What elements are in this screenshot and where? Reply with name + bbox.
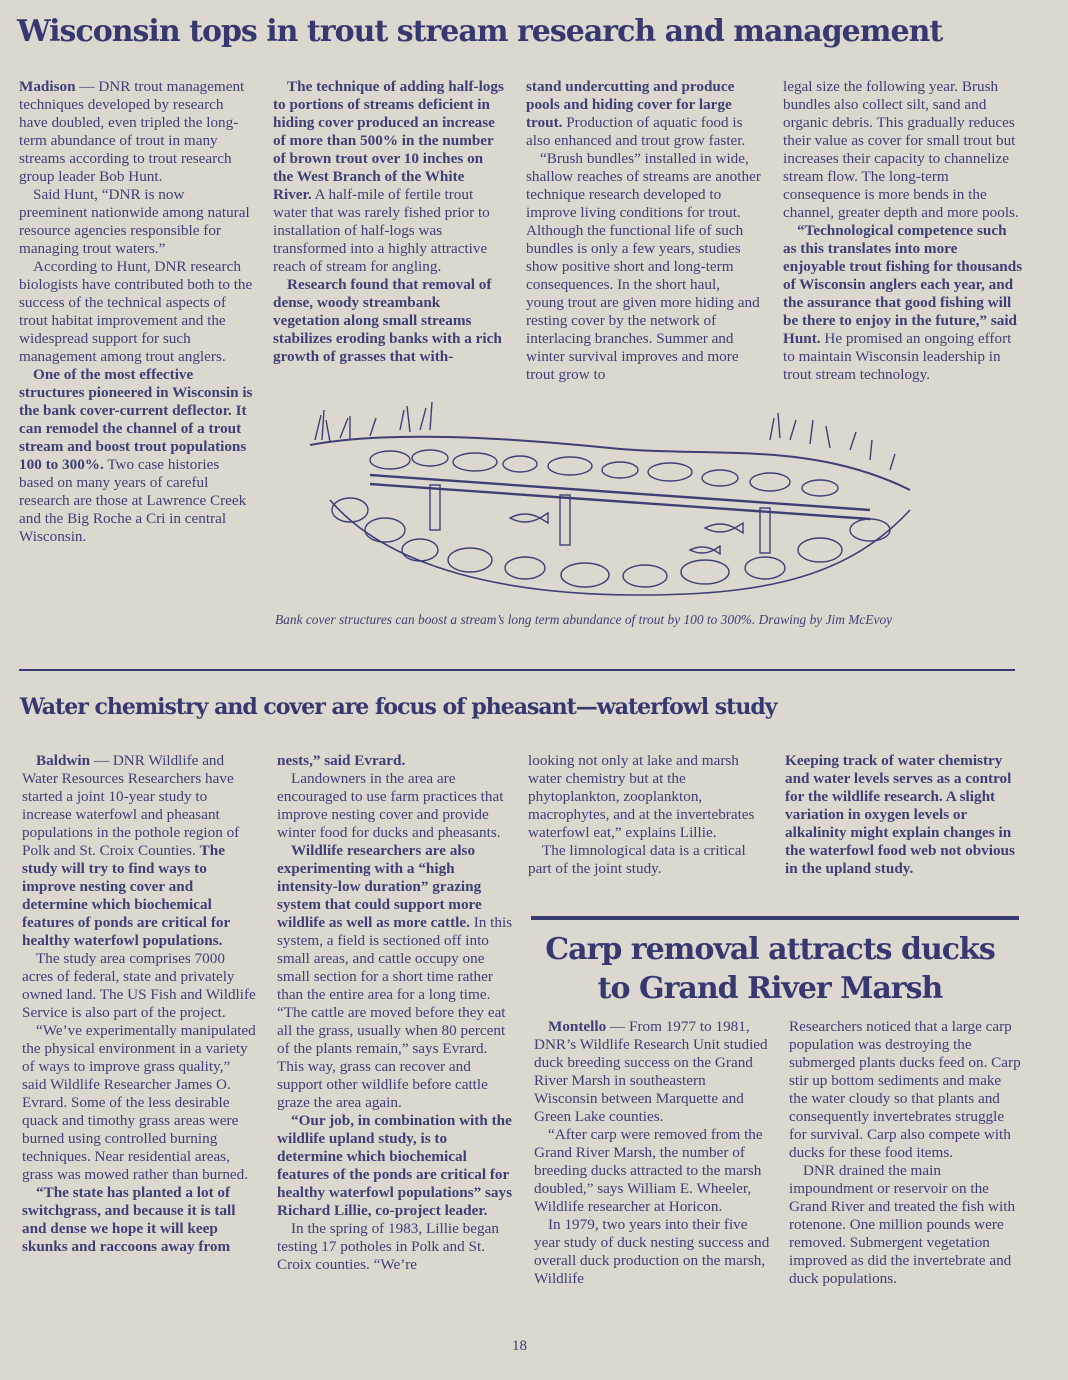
section-divider: [19, 669, 1015, 671]
text: Production of aquatic food is also enhanced and trout grow faster.: [526, 114, 746, 149]
article2-column-4: [785, 752, 1021, 878]
paragraph: Said Hunt, “DNR is now preeminent nationwide among natural resource agencies responsible for managing trout waters.”: [19, 186, 250, 257]
article1-column-1: [19, 78, 254, 546]
paragraph: [785, 752, 1021, 878]
paragraph: DNR drained the main impoundment or reservoir on the Grand River and treated the fish with rotenone. One million pounds were removed. Submergent vegetation improved as did the invertebrate and duck populations.: [789, 1162, 1016, 1287]
section-divider: [531, 916, 1019, 920]
paragraph: According to Hunt, DNR research biologists have contributed both to the success of the technical aspects of trout habitat improvement and the widespread support for such management among trout anglers.: [19, 258, 253, 365]
bold-text: nests,” said Evrard.: [277, 752, 406, 769]
bold-text: “Technological competence such as this translates into more enjoyable trout fishing for thousands of Wisconsin anglers each year, and the assurance that good fishing will be there to enjoy in the future,” said Hunt.: [783, 222, 1023, 347]
article3-column-1: [534, 1018, 770, 1288]
bold-text: The technique of adding half-logs to portions of streams deficient in hiding cover produced an increase of more than 500% in the number of brown trout over 10 inches on the West Branch of the White River.: [273, 78, 504, 203]
paragraph: In 1979, two years into their five year study of duck nesting success and overall duck production on the marsh, Wildlife: [534, 1216, 770, 1287]
headline-carp-removal: Carp removal attracts ducks to Grand River Marsh: [545, 932, 995, 1006]
bold-text: stand undercutting and produce pools and hiding cover for large trout.: [526, 78, 735, 131]
article1-column-2: [273, 78, 505, 366]
headline-pheasant-waterfowl: Water chemistry and cover are focus of pheasant—waterfowl study: [20, 694, 777, 720]
dateline: Madison: [19, 78, 76, 95]
paragraph: [277, 842, 513, 1112]
paragraph: [19, 78, 254, 186]
paragraph: [783, 222, 1023, 384]
paragraph: [277, 752, 513, 770]
paragraph: Landowners in the area are encouraged to use farm practices that improve nesting cover and provide winter food for ducks and pheasants.: [277, 770, 504, 841]
paragraph: [277, 1112, 513, 1220]
paragraph: [273, 78, 505, 276]
article1-column-4: [783, 78, 1023, 384]
paragraph: “After carp were removed from the Grand River Marsh, the number of breeding ducks attracted to the marsh doubled,” says William E. Wheeler, Wildlife researcher at Horicon.: [534, 1126, 763, 1215]
dateline: Baldwin: [36, 752, 91, 769]
article1-column-3: [526, 78, 761, 384]
paragraph: [273, 276, 505, 366]
bold-text: One of the most effective structures pioneered in Wisconsin is the bank cover-current deflector. It can remodel the channel of a trout stream and boost trout populations 100 to 300%.: [19, 366, 253, 473]
paragraph: [22, 752, 258, 950]
text: — From 1977 to 1981, DNR’s Wildlife Research Unit studied duck breeding success on the Grand River Marsh in southeastern Wisconsin between Marquette and Green Lake counties.: [534, 1018, 768, 1125]
article2-column-3: [528, 752, 764, 878]
bold-text: “Our job, in combination with the wildlife upland study, is to determine which biochemical features of the ponds are critical for healthy waterfowl populations” says Richard Lillie, co-project leader.: [277, 1112, 513, 1219]
bank-cover-drawing: [310, 400, 920, 600]
paragraph: [19, 366, 254, 546]
bold-text: “The state has planted a lot of switchgrass, and because it is tall and dense we hope it will keep skunks and raccoons away from: [22, 1184, 236, 1255]
paragraph: Researchers noticed that a large carp population was destroying the submerged plants ducks feed on. Carp stir up bottom sediments and make the water cloudy so that plants and consequently invertebrates struggle for survival. Carp also compete with ducks for these food items.: [789, 1018, 1021, 1161]
paragraph: The limnological data is a critical part of the joint study.: [528, 842, 746, 877]
paragraph: looking not only at lake and marsh water chemistry but at the phytoplankton, zooplankton, macrophytes, and at the invertebrates waterfowl eat,” explains Lillie.: [528, 752, 755, 841]
dateline: Montello: [548, 1018, 607, 1035]
paragraph: [22, 1184, 258, 1256]
paragraph: legal size the following year. Brush bundles also collect silt, sand and organic debris. This gradually reduces their value as cover for small trout but increases their capacity to channelize stream flow. The long-term consequence is more bends in the channel, greater depth and more pools.: [783, 78, 1019, 221]
headline-trout: Wisconsin tops in trout stream research and management: [17, 14, 943, 49]
bold-text: Wildlife researchers are also experimenting with a “high intensity-low duration” grazing system that could support more wildlife as well as more cattle.: [277, 842, 482, 931]
article2-column-1: [22, 752, 258, 1256]
text: A half-mile of fertile trout water that was rarely fished prior to installation of half-logs was transformed into a highly attractive reach of stream for angling.: [273, 186, 490, 275]
paragraph: [534, 1018, 770, 1126]
article2-column-2: [277, 752, 513, 1274]
text: — DNR Wildlife and Water Resources Researchers have started a joint 10-year study to increase waterfowl and pheasant populations in the pothole region of Polk and St. Croix Counties.: [22, 752, 240, 859]
text: He promised an ongoing effort to maintain Wisconsin leadership in trout stream technology.: [783, 330, 1012, 383]
paragraph: In the spring of 1983, Lillie began testing 17 potholes in Polk and St. Croix counties. “We’re: [277, 1220, 499, 1273]
paragraph: “We’ve experimentally manipulated the physical environment in a variety of ways to improve grass quality,” said Wildlife Researcher James O. Evrard. Some of the less desirable quack and timothy grass areas were burned using controlled burning techniques. Near residential areas, grass was mowed rather than burned.: [22, 1022, 256, 1183]
paragraph: The study area comprises 7000 acres of federal, state and privately owned land. The US Fish and Wildlife Service is also part of the project.: [22, 950, 256, 1021]
paragraph: “Brush bundles” installed in wide, shallow reaches of streams are another technique research developed to improve living conditions for trout. Although the functional life of such bundles is only a few years, studies show positive short and long-term consequences. In the short haul, young trout are given more hiding and resting cover by the network of interlacing branches. Summer and winter survival improves and more trout grow to: [526, 150, 761, 383]
bold-text: Keeping track of water chemistry and water levels serves as a control for the wildlife research. A slight variation in oxygen levels or alkalinity might explain changes in the waterfowl food web not obvious in the upland study.: [785, 752, 1015, 877]
text: Two case histories based on many years of careful research are those at Lawrence Creek and the Big Roche a Cri in central Wisconsin.: [19, 456, 247, 545]
article3-column-2: [789, 1018, 1023, 1288]
text: In this system, a field is sectioned off into small areas, and cattle occupy one small section for a short time rather than the entire area for a long time. “The cattle are moved before they eat all the grass, usually when 80 percent of the plants remain,” says Evrard. This way, grass can recover and support other wildlife before cattle graze the area again.: [277, 914, 513, 1111]
bold-text: Research found that removal of dense, woody streambank vegetation along small streams stabilizes eroding banks with a rich growth of grasses that with-: [273, 276, 502, 365]
drawing-caption: Bank cover structures can boost a stream’s long term abundance of trout by 100 to 300%. Drawing by Jim McEvoy: [275, 612, 893, 627]
paragraph: [526, 78, 761, 150]
text: — DNR trout management techniques developed by research have doubled, even tripled the long-term abundance of trout in many streams according to trout research group leader Bob Hunt.: [19, 78, 245, 185]
bold-text: The study will try to find ways to improve nesting cover and determine which biochemical features of ponds are critical for healthy waterfowl populations.: [22, 842, 230, 949]
page-number: 18: [512, 1338, 527, 1354]
